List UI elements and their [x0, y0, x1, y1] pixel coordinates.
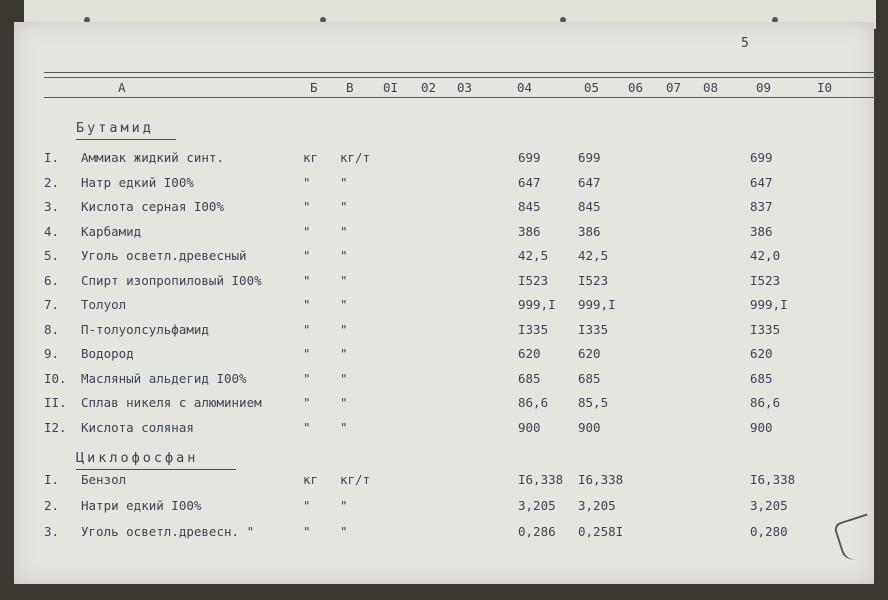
row-b-cell: " [303, 370, 311, 386]
row-b-cell: " [303, 395, 311, 410]
row-b-cell: " [303, 498, 311, 513]
header-cell: 05 [584, 80, 600, 95]
row-c05-cell: 900 [578, 419, 601, 435]
row-c04-cell: 685 [518, 370, 541, 386]
row-c05-cell: I335 [578, 321, 609, 337]
row-num-cell: 8. [44, 321, 60, 337]
row-name-cell: Спирт изопропиловый I00% [81, 272, 262, 288]
header-cell: 07 [666, 80, 682, 95]
row-num-cell: 6. [44, 272, 60, 288]
row-c04-cell: 0,286 [518, 524, 556, 539]
row-name-cell: Кислота соляная [81, 419, 194, 435]
row-c09-cell: 647 [750, 174, 773, 190]
row-name-cell: Сплав никеля с алюминием [81, 395, 262, 410]
row-b-cell: " [303, 321, 311, 337]
row-c04-cell: 620 [518, 346, 541, 361]
row-c05-cell: I6,338 [578, 472, 624, 487]
row-b-cell: кг [303, 472, 319, 487]
row-v-cell: " [340, 297, 348, 312]
row-c04-cell: I6,338 [518, 472, 564, 487]
row-c09-cell: 86,6 [750, 395, 781, 410]
row-c04-cell: 845 [518, 199, 541, 214]
row-name-cell: Кислота серная I00% [81, 199, 224, 214]
row-c04-cell: I335 [518, 321, 549, 337]
row-v-cell: " [340, 395, 348, 410]
row-c09-cell: 3,205 [750, 498, 788, 513]
row-c05-cell: 0,258I [578, 524, 624, 539]
row-v-cell: " [340, 419, 348, 435]
row-c04-cell: 86,6 [518, 395, 549, 410]
row-c09-cell: I335 [750, 321, 781, 337]
row-c09-cell: 999,I [750, 297, 788, 312]
header-cell: А [118, 80, 126, 95]
row-b-cell: " [303, 524, 311, 539]
row-c09-cell: 900 [750, 419, 773, 435]
header-cell: Б [310, 80, 318, 95]
row-v-cell: кг/т [340, 150, 371, 165]
row-name-cell: Толуол [81, 297, 127, 312]
row-num-cell: II. [44, 395, 67, 410]
row-num-cell: 2. [44, 498, 60, 513]
table-header-rule [44, 97, 876, 98]
header-cell: 0I [383, 80, 399, 95]
row-c05-cell: 999,I [578, 297, 616, 312]
row-num-cell: 3. [44, 199, 60, 214]
row-name-cell: Бензол [81, 472, 127, 487]
row-v-cell: " [340, 524, 348, 539]
row-num-cell: 7. [44, 297, 60, 312]
header-cell: 04 [517, 80, 533, 95]
row-c05-cell: 3,205 [578, 498, 616, 513]
row-num-cell: 3. [44, 524, 60, 539]
row-num-cell: I0. [44, 370, 67, 386]
row-num-cell: I. [44, 472, 60, 487]
row-b-cell: " [303, 346, 311, 361]
row-name-cell: Уголь осветл.древесн. " [81, 524, 255, 539]
row-c05-cell: 699 [578, 150, 601, 165]
row-c04-cell: 999,I [518, 297, 556, 312]
row-c09-cell: 0,280 [750, 524, 788, 539]
row-b-cell: " [303, 248, 311, 263]
row-name-cell: Масляный альдегид I00% [81, 370, 247, 386]
header-cell: 08 [703, 80, 719, 95]
row-c04-cell: 699 [518, 150, 541, 165]
row-v-cell: " [340, 223, 348, 239]
row-b-cell: " [303, 199, 311, 214]
header-cell: 06 [628, 80, 644, 95]
header-cell: 02 [421, 80, 437, 95]
section-title: Бутамид [76, 120, 154, 136]
row-num-cell: 4. [44, 223, 60, 239]
row-b-cell: " [303, 223, 311, 239]
row-num-cell: 9. [44, 346, 60, 361]
row-c09-cell: 685 [750, 370, 773, 386]
row-c09-cell: I6,338 [750, 472, 796, 487]
row-name-cell: Водород [81, 346, 134, 361]
section-title: Циклофосфан [76, 450, 199, 466]
row-v-cell: " [340, 272, 348, 288]
page-number: 5 [741, 36, 749, 51]
row-c05-cell: 647 [578, 174, 601, 190]
header-cell: 09 [756, 80, 772, 95]
row-c05-cell: 85,5 [578, 395, 609, 410]
row-b-cell: " [303, 297, 311, 312]
row-c05-cell: 685 [578, 370, 601, 386]
header-cell: 03 [457, 80, 473, 95]
row-v-cell: " [340, 199, 348, 214]
row-c09-cell: 386 [750, 223, 773, 239]
row-v-cell: " [340, 248, 348, 263]
row-c09-cell: 837 [750, 199, 773, 214]
header-cell: I0 [817, 80, 833, 95]
row-c04-cell: 3,205 [518, 498, 556, 513]
row-c09-cell: I523 [750, 272, 781, 288]
row-name-cell: Натри едкий I00% [81, 498, 202, 513]
row-name-cell: П-толуолсульфамид [81, 321, 209, 337]
row-c09-cell: 42,0 [750, 248, 781, 263]
section-title-underline [76, 469, 236, 470]
table-top-rule [44, 72, 876, 73]
row-num-cell: I. [44, 150, 60, 165]
row-v-cell: кг/т [340, 472, 371, 487]
row-c05-cell: I523 [578, 272, 609, 288]
row-v-cell: " [340, 174, 348, 190]
row-c05-cell: 620 [578, 346, 601, 361]
row-name-cell: Натр едкий I00% [81, 174, 194, 190]
row-b-cell: " [303, 174, 311, 190]
row-num-cell: 5. [44, 248, 60, 263]
row-v-cell: " [340, 321, 348, 337]
row-v-cell: " [340, 498, 348, 513]
table-top-rule-inner [44, 77, 876, 78]
section-title-underline [76, 139, 176, 140]
header-cell: В [346, 80, 354, 95]
row-c04-cell: 900 [518, 419, 541, 435]
row-c05-cell: 386 [578, 223, 601, 239]
row-c04-cell: 386 [518, 223, 541, 239]
row-v-cell: " [340, 370, 348, 386]
row-name-cell: Уголь осветл.древесный [81, 248, 247, 263]
row-name-cell: Аммиак жидкий синт. [81, 150, 224, 165]
row-c05-cell: 42,5 [578, 248, 609, 263]
row-c09-cell: 620 [750, 346, 773, 361]
row-c09-cell: 699 [750, 150, 773, 165]
row-c04-cell: 647 [518, 174, 541, 190]
row-name-cell: Карбамид [81, 223, 142, 239]
row-c04-cell: 42,5 [518, 248, 549, 263]
row-b-cell: кг [303, 150, 319, 165]
row-v-cell: " [340, 346, 348, 361]
row-c05-cell: 845 [578, 199, 601, 214]
row-num-cell: 2. [44, 174, 60, 190]
row-c04-cell: I523 [518, 272, 549, 288]
row-num-cell: I2. [44, 419, 67, 435]
row-b-cell: " [303, 272, 311, 288]
row-b-cell: " [303, 419, 311, 435]
